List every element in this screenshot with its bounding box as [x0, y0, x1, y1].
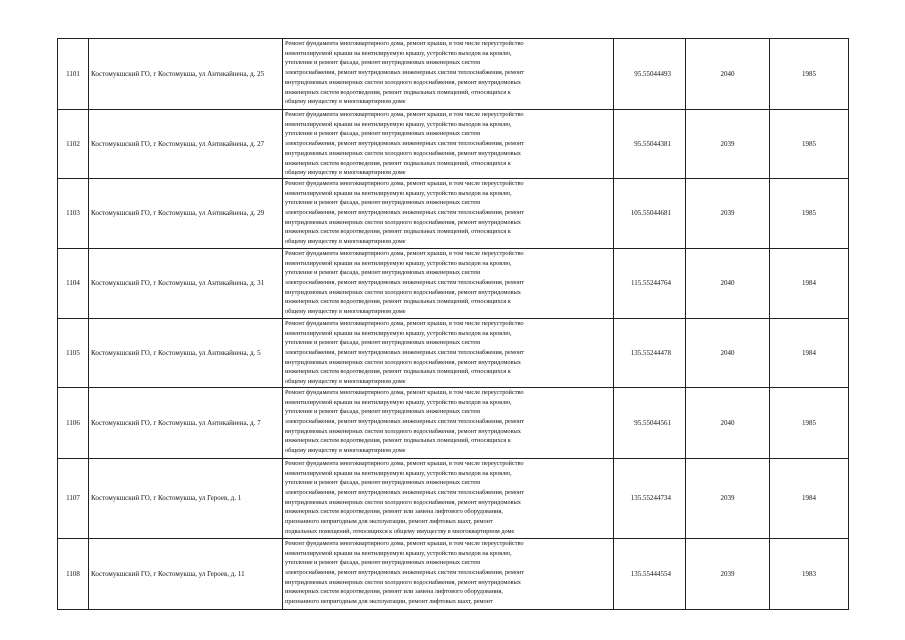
works-line: невентилируемой крыши на вентилируемую крышу, устройство выходов на кровлю, [285, 259, 512, 267]
row-value: 105.55044681 [614, 178, 686, 248]
works-line: Ремонт фундамента многоквартирного дома, ремонт крыши, в том числе переустройство [285, 179, 524, 187]
works-line: Ремонт фундамента многоквартирного дома, ремонт крыши, в том числе переустройство [285, 539, 524, 547]
row-address: Костомукшский ГО, г Костомукша, ул Антикайнена, д. 25 [89, 39, 283, 110]
row-value: 95.55044493 [614, 39, 686, 110]
row-number: 1102 [58, 110, 89, 179]
row-address: Костомукшский ГО, г Костомукша, ул Героев, д. 11 [89, 538, 283, 609]
capital-repair-table [57, 38, 849, 610]
row-works [283, 458, 614, 538]
row-value: 115.55244764 [614, 248, 686, 318]
row-year-plan: 2040 [686, 39, 770, 110]
row-value: 95.55044381 [614, 110, 686, 179]
row-year-plan: 2040 [686, 318, 770, 387]
row-number: 1103 [58, 178, 89, 248]
works-line: внутридомовых инженерных систем холодного водоснабжения, ремонт внутридомовых [285, 358, 521, 366]
works-line: Ремонт фундамента многоквартирного дома, ремонт крыши, в том числе переустройство [285, 249, 524, 257]
row-address: Костомукшский ГО, г Костомукша, ул Антикайнена, д. 5 [89, 318, 283, 387]
works-line: электроснабжения, ремонт внутридомовых инженерных систем теплоснабжения, ремонт [285, 279, 525, 287]
row-year-built: 1984 [770, 458, 849, 538]
row-number: 1104 [58, 248, 89, 318]
works-line: внутридомовых инженерных систем холодного водоснабжения, ремонт внутридомовых [285, 149, 521, 157]
works-line: инженерных систем водоотведения, ремонт подвальных помещений, относящихся к [285, 159, 511, 167]
works-line: невентилируемой крыши на вентилируемую крышу, устройство выходов на кровлю, [285, 469, 512, 477]
works-line: общему имуществу в многоквартирном доме [285, 308, 406, 316]
table-body [58, 39, 849, 610]
row-address: Костомукшский ГО, г Костомукша, ул Антикайнена, д. 27 [89, 110, 283, 179]
row-year-plan: 2039 [686, 110, 770, 179]
works-line: инженерных систем водоотведения, ремонт или замена лифтового оборудования, [285, 588, 503, 596]
works-line: инженерных систем водоотведения, ремонт подвальных помещений, относящихся к [285, 88, 511, 96]
works-line: общему имуществу в многоквартирном доме [285, 169, 406, 177]
works-line: внутридомовых инженерных систем холодного водоснабжения, ремонт внутридомовых [285, 498, 521, 506]
works-line: электроснабжения, ремонт внутридомовых инженерных систем теплоснабжения, ремонт [285, 209, 525, 217]
works-line: инженерных систем водоотведения, ремонт подвальных помещений, относящихся к [285, 228, 511, 236]
works-line: инженерных систем водоотведения, ремонт или замена лифтового оборудования, [285, 508, 503, 516]
works-line: электроснабжения, ремонт внутридомовых инженерных систем теплоснабжения, ремонт [285, 489, 525, 497]
works-line: невентилируемой крыши на вентилируемую крышу, устройство выходов на кровлю, [285, 398, 512, 406]
works-line: Ремонт фундамента многоквартирного дома, ремонт крыши, в том числе переустройство [285, 459, 524, 467]
row-value: 135.55444554 [614, 538, 686, 609]
works-line: внутридомовых инженерных систем холодного водоснабжения, ремонт внутридомовых [285, 427, 521, 435]
works-line: признанного непригодным для эксплуатации, ремонт лифтовых шахт, ремонт [285, 518, 493, 526]
works-line: невентилируемой крыши на вентилируемую крышу, устройство выходов на кровлю, [285, 549, 512, 557]
works-line: внутридомовых инженерных систем холодного водоснабжения, ремонт внутридомовых [285, 218, 521, 226]
works-line: инженерных систем водоотведения, ремонт подвальных помещений, относящихся к [285, 437, 511, 445]
works-line: утепление и ремонт фасада, ремонт внутридомовых инженерных систем [285, 559, 481, 567]
works-line: подвальных помещений, относящихся к общему имуществу в многоквартирном доме [285, 527, 515, 535]
row-number: 1105 [58, 318, 89, 387]
works-line: внутридомовых инженерных систем холодного водоснабжения, ремонт внутридомовых [285, 578, 521, 586]
row-year-plan: 2039 [686, 538, 770, 609]
works-line: невентилируемой крыши на вентилируемую крышу, устройство выходов на кровлю, [285, 189, 512, 197]
works-line: невентилируемой крыши на вентилируемую крышу, устройство выходов на кровлю, [285, 329, 512, 337]
table-row [58, 248, 849, 318]
row-works [283, 248, 614, 318]
works-line: общему имуществу в многоквартирном доме [285, 447, 406, 455]
works-line: общему имуществу в многоквартирном доме [285, 238, 406, 246]
works-line: электроснабжения, ремонт внутридомовых инженерных систем теплоснабжения, ремонт [285, 569, 525, 577]
row-year-plan: 2039 [686, 178, 770, 248]
table-row [58, 39, 849, 110]
row-year-built: 1985 [770, 39, 849, 110]
row-number: 1108 [58, 538, 89, 609]
works-line: утепление и ремонт фасада, ремонт внутридомовых инженерных систем [285, 130, 481, 138]
row-year-built: 1985 [770, 387, 849, 458]
works-line: утепление и ремонт фасада, ремонт внутридомовых инженерных систем [285, 199, 481, 207]
works-line: утепление и ремонт фасада, ремонт внутридомовых инженерных систем [285, 408, 481, 416]
works-line: электроснабжения, ремонт внутридомовых инженерных систем теплоснабжения, ремонт [285, 418, 525, 426]
row-address: Костомукшский ГО, г Костомукша, ул Антикайнена, д. 7 [89, 387, 283, 458]
row-year-built: 1984 [770, 318, 849, 387]
works-line: невентилируемой крыши на вентилируемую крышу, устройство выходов на кровлю, [285, 49, 512, 57]
works-line: Ремонт фундамента многоквартирного дома, ремонт крыши, в том числе переустройство [285, 40, 524, 47]
row-number: 1101 [58, 39, 89, 110]
works-line: утепление и ремонт фасада, ремонт внутридомовых инженерных систем [285, 59, 481, 67]
works-line: Ремонт фундамента многоквартирного дома, ремонт крыши, в том числе переустройство [285, 388, 524, 396]
works-line: общему имуществу в многоквартирном доме [285, 98, 406, 106]
works-line: инженерных систем водоотведения, ремонт подвальных помещений, относящихся к [285, 298, 511, 306]
works-line: Ремонт фундамента многоквартирного дома, ремонт крыши, в том числе переустройство [285, 111, 524, 118]
works-line: общему имуществу в многоквартирном доме [285, 378, 406, 386]
row-year-built: 1985 [770, 178, 849, 248]
row-value: 135.55244734 [614, 458, 686, 538]
row-works [283, 318, 614, 387]
works-line: электроснабжения, ремонт внутридомовых инженерных систем теплоснабжения, ремонт [285, 140, 525, 148]
row-number: 1106 [58, 387, 89, 458]
table-row [58, 538, 849, 609]
row-address: Костомукшский ГО, г Костомукша, ул Антикайнена, д. 31 [89, 248, 283, 318]
row-year-built: 1983 [770, 538, 849, 609]
row-year-built: 1984 [770, 248, 849, 318]
row-number: 1107 [58, 458, 89, 538]
table-row [58, 110, 849, 179]
row-value: 95.55044561 [614, 387, 686, 458]
works-line: Ремонт фундамента многоквартирного дома, ремонт крыши, в том числе переустройство [285, 319, 524, 327]
table-row [58, 387, 849, 458]
works-line: внутридомовых инженерных систем холодного водоснабжения, ремонт внутридомовых [285, 78, 521, 86]
works-line: инженерных систем водоотведения, ремонт подвальных помещений, относящихся к [285, 368, 511, 376]
works-line: утепление и ремонт фасада, ремонт внутридомовых инженерных систем [285, 479, 481, 487]
row-year-plan: 2039 [686, 458, 770, 538]
works-line: внутридомовых инженерных систем холодного водоснабжения, ремонт внутридомовых [285, 288, 521, 296]
works-line: электроснабжения, ремонт внутридомовых инженерных систем теплоснабжения, ремонт [285, 69, 525, 77]
row-address: Костомукшский ГО, г Костомукша, ул Антикайнена, д. 29 [89, 178, 283, 248]
row-address: Костомукшский ГО, г Костомукша, ул Героев, д. 1 [89, 458, 283, 538]
works-line: признанного непригодным для эксплуатации, ремонт лифтовых шахт, ремонт [285, 598, 493, 606]
works-line: электроснабжения, ремонт внутридомовых инженерных систем теплоснабжения, ремонт [285, 349, 525, 357]
row-works [283, 538, 614, 609]
works-line: утепление и ремонт фасада, ремонт внутридомовых инженерных систем [285, 269, 481, 277]
row-value: 135.55244478 [614, 318, 686, 387]
works-line: невентилируемой крыши на вентилируемую крышу, устройство выходов на кровлю, [285, 120, 512, 128]
row-works [283, 178, 614, 248]
row-works [283, 39, 614, 110]
table-row [58, 178, 849, 248]
row-works [283, 387, 614, 458]
row-year-plan: 2040 [686, 248, 770, 318]
table-row [58, 458, 849, 538]
works-line: утепление и ремонт фасада, ремонт внутридомовых инженерных систем [285, 339, 481, 347]
table-row [58, 318, 849, 387]
row-year-built: 1985 [770, 110, 849, 179]
row-year-plan: 2040 [686, 387, 770, 458]
row-works [283, 110, 614, 179]
